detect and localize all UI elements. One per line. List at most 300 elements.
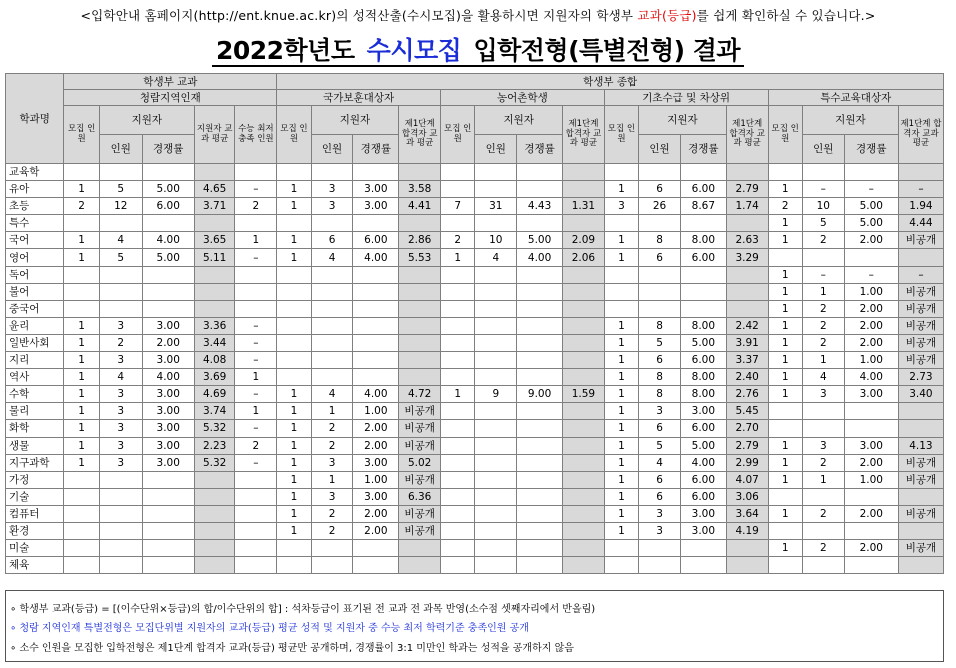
table-cell: [235, 557, 277, 574]
table-cell: [639, 266, 681, 283]
table-cell: 3.71: [194, 198, 235, 215]
table-cell: 1: [64, 420, 99, 437]
table-cell: [475, 403, 517, 420]
table-cell: [517, 437, 563, 454]
table-cell: [235, 505, 277, 522]
table-cell: [680, 300, 726, 317]
table-cell: [64, 300, 99, 317]
table-cell: [802, 249, 844, 266]
table-cell: 2.00: [844, 232, 898, 249]
dept-name: 일반사회: [6, 334, 64, 351]
table-cell: 1.00: [844, 352, 898, 369]
table-cell: 4.72: [399, 386, 441, 403]
table-cell: [680, 266, 726, 283]
table-cell: 6: [639, 488, 681, 505]
table-cell: 4.69: [194, 386, 235, 403]
table-cell: 1.00: [353, 403, 399, 420]
header-avg: 지원자 교과 평균: [194, 106, 235, 164]
table-cell: [311, 352, 353, 369]
table-cell: 12: [99, 198, 142, 215]
header-inwon: 인원: [639, 135, 681, 164]
header-mojip: 모집 인원: [768, 106, 802, 164]
table-cell: [517, 283, 563, 300]
table-cell: 6: [639, 181, 681, 198]
table-cell: 1: [604, 403, 638, 420]
table-cell: 6.00: [680, 181, 726, 198]
table-cell: 1: [802, 471, 844, 488]
table-cell: 8: [639, 386, 681, 403]
table-cell: [399, 266, 441, 283]
table-cell: 5.53: [399, 249, 441, 266]
header-jiwonja: 지원자: [802, 106, 898, 135]
notes-box: [5, 590, 944, 662]
table-cell: 1: [768, 369, 802, 386]
table-cell: [142, 164, 194, 181]
table-cell: 1: [64, 334, 99, 351]
table-cell: 4: [639, 454, 681, 471]
table-cell: [64, 266, 99, 283]
table-cell: 1: [64, 317, 99, 334]
table-row: [6, 471, 944, 488]
table-cell: –: [235, 334, 277, 351]
table-cell: 2: [802, 505, 844, 522]
table-cell: [517, 369, 563, 386]
table-row: [6, 352, 944, 369]
table-cell: 1: [277, 420, 311, 437]
table-cell: 1: [768, 300, 802, 317]
table-cell: [639, 300, 681, 317]
table-cell: 2.86: [399, 232, 441, 249]
table-cell: 비공개: [399, 522, 441, 539]
table-cell: [517, 317, 563, 334]
table-cell: [194, 266, 235, 283]
dept-name: 화학: [6, 420, 64, 437]
table-cell: [441, 540, 475, 557]
table-cell: [64, 164, 99, 181]
table-cell: 1: [768, 283, 802, 300]
table-cell: 1: [768, 454, 802, 471]
table-cell: 6.00: [680, 249, 726, 266]
table-cell: [441, 266, 475, 283]
table-cell: 3: [99, 437, 142, 454]
table-cell: 5.00: [142, 249, 194, 266]
table-cell: 3.00: [353, 181, 399, 198]
table-cell: [277, 215, 311, 232]
table-cell: 2: [235, 437, 277, 454]
table-cell: [441, 454, 475, 471]
table-cell: 1: [768, 352, 802, 369]
table-cell: [64, 505, 99, 522]
table-cell: 2.00: [844, 540, 898, 557]
table-cell: 31: [475, 198, 517, 215]
table-cell: [235, 215, 277, 232]
table-cell: [898, 420, 943, 437]
table-cell: [475, 352, 517, 369]
table-cell: 1.74: [726, 198, 768, 215]
dept-name: 환경: [6, 522, 64, 539]
table-cell: –: [898, 181, 943, 198]
table-cell: 5: [639, 437, 681, 454]
table-cell: [194, 471, 235, 488]
table-cell: 1: [604, 181, 638, 198]
table-cell: [441, 300, 475, 317]
table-cell: 2.00: [353, 505, 399, 522]
table-cell: 3.65: [194, 232, 235, 249]
header-mojip: 모집 인원: [277, 106, 311, 164]
table-row: [6, 369, 944, 386]
table-cell: 5: [99, 181, 142, 198]
table-cell: 6.00: [680, 352, 726, 369]
table-cell: 4: [311, 249, 353, 266]
table-cell: 2.63: [726, 232, 768, 249]
table-cell: 4.00: [353, 249, 399, 266]
table-cell: 5.00: [844, 198, 898, 215]
table-cell: 3.00: [353, 198, 399, 215]
table-cell: [399, 557, 441, 574]
table-cell: 3: [311, 488, 353, 505]
table-cell: [768, 557, 802, 574]
table-cell: [399, 352, 441, 369]
note-3: ∘ 소수 인원을 모집한 입학전형은 제1단계 합격자 교과(등급) 평균만 공개하며, 경쟁률이 3:1 미만인 학과는 성적을 공개하지 않음: [10, 643, 574, 654]
table-cell: [563, 522, 605, 539]
header-jiwonja: 지원자: [475, 106, 563, 135]
dept-name: 중국어: [6, 300, 64, 317]
table-row: [6, 334, 944, 351]
table-cell: 9.00: [517, 386, 563, 403]
table-cell: 2.79: [726, 437, 768, 454]
table-cell: [517, 352, 563, 369]
dept-name: 지구과학: [6, 454, 64, 471]
table-cell: [99, 471, 142, 488]
table-cell: 2.00: [353, 437, 399, 454]
header-gyogwa: 학생부 교과: [64, 74, 277, 90]
table-cell: 5.32: [194, 420, 235, 437]
table-cell: [99, 557, 142, 574]
table-cell: 1: [768, 540, 802, 557]
table-cell: 비공개: [898, 454, 943, 471]
header-rate: 경쟁률: [142, 135, 194, 164]
table-cell: 1: [768, 505, 802, 522]
table-cell: [517, 505, 563, 522]
table-cell: [802, 488, 844, 505]
table-row: [6, 437, 944, 454]
top-note-text-end: 를 쉽게 확인하실 수 있습니다.>: [696, 8, 876, 23]
table-cell: 6.00: [142, 198, 194, 215]
table-cell: 3.00: [142, 352, 194, 369]
table-cell: 3.00: [844, 386, 898, 403]
table-cell: [235, 266, 277, 283]
table-cell: [726, 283, 768, 300]
table-cell: [563, 437, 605, 454]
table-cell: [898, 522, 943, 539]
table-cell: –: [235, 420, 277, 437]
table-cell: 1: [235, 232, 277, 249]
table-cell: 4: [475, 249, 517, 266]
table-cell: [311, 215, 353, 232]
table-cell: 8: [639, 232, 681, 249]
table-cell: 3: [99, 317, 142, 334]
table-cell: –: [235, 454, 277, 471]
table-cell: [235, 540, 277, 557]
table-cell: [277, 557, 311, 574]
table-cell: 1: [64, 454, 99, 471]
table-cell: 5.00: [142, 181, 194, 198]
table-cell: [768, 488, 802, 505]
table-cell: [194, 522, 235, 539]
table-cell: [475, 471, 517, 488]
table-cell: [194, 164, 235, 181]
table-cell: [475, 283, 517, 300]
table-cell: 1: [802, 352, 844, 369]
table-cell: 4.13: [898, 437, 943, 454]
table-cell: [844, 403, 898, 420]
top-note: [0, 6, 956, 24]
table-cell: 1.94: [898, 198, 943, 215]
table-cell: [441, 334, 475, 351]
table-cell: [768, 164, 802, 181]
table-cell: [277, 283, 311, 300]
table-row: [6, 386, 944, 403]
table-cell: 1: [277, 403, 311, 420]
page-title: [0, 31, 956, 67]
dept-name: 가정: [6, 471, 64, 488]
table-cell: 5.02: [399, 454, 441, 471]
header-stage1: 제1단계 합격자 교과 평균: [399, 106, 441, 164]
table-cell: [353, 540, 399, 557]
table-row: [6, 505, 944, 522]
table-cell: 1: [277, 249, 311, 266]
table-cell: 4.00: [844, 369, 898, 386]
table-cell: [99, 522, 142, 539]
table-cell: [563, 215, 605, 232]
table-cell: [726, 266, 768, 283]
table-cell: 2.09: [563, 232, 605, 249]
table-cell: 8: [639, 369, 681, 386]
table-cell: [563, 300, 605, 317]
table-cell: [399, 369, 441, 386]
table-cell: [475, 300, 517, 317]
table-cell: 2.00: [844, 334, 898, 351]
table-cell: 비공개: [399, 403, 441, 420]
dept-name: 컴퓨터: [6, 505, 64, 522]
table-cell: 8.00: [680, 369, 726, 386]
table-cell: [563, 403, 605, 420]
table-cell: 2.23: [194, 437, 235, 454]
table-cell: 6: [639, 420, 681, 437]
table-cell: 1: [64, 249, 99, 266]
table-cell: [802, 557, 844, 574]
table-cell: [563, 505, 605, 522]
table-cell: [353, 300, 399, 317]
table-cell: [64, 283, 99, 300]
dept-name: 영어: [6, 249, 64, 266]
table-cell: 1: [64, 369, 99, 386]
table-cell: [475, 369, 517, 386]
title-part-result: 입학전형(특별전형) 결과: [465, 36, 741, 65]
table-cell: [399, 215, 441, 232]
table-cell: 26: [639, 198, 681, 215]
dept-name: 체육: [6, 557, 64, 574]
header-jiwonja: 지원자: [99, 106, 194, 135]
dept-name: 독어: [6, 266, 64, 283]
table-cell: 비공개: [898, 300, 943, 317]
table-cell: 3.00: [142, 317, 194, 334]
table-cell: 6: [639, 471, 681, 488]
table-cell: 4.19: [726, 522, 768, 539]
table-cell: 3.69: [194, 369, 235, 386]
table-cell: 3: [802, 437, 844, 454]
table-row: [6, 232, 944, 249]
table-cell: 1: [277, 232, 311, 249]
table-cell: 1: [604, 386, 638, 403]
table-cell: 3.64: [726, 505, 768, 522]
table-cell: 3.00: [353, 454, 399, 471]
table-cell: [680, 540, 726, 557]
table-cell: [441, 369, 475, 386]
table-cell: 4.65: [194, 181, 235, 198]
table-cell: 5.00: [680, 437, 726, 454]
table-cell: 3.00: [142, 386, 194, 403]
note-2: ∘ 청람 지역인재 특별전형은 모집단위별 지원자의 교과(등급) 평균 성적 및 지원자 중 수능 최저 학력기준 충족인원 공개: [10, 623, 529, 634]
table-row: [6, 249, 944, 266]
table-cell: [441, 164, 475, 181]
table-cell: [802, 164, 844, 181]
table-cell: [441, 488, 475, 505]
dept-name: 생물: [6, 437, 64, 454]
table-cell: 3: [639, 403, 681, 420]
table-cell: 2.00: [844, 505, 898, 522]
table-cell: [898, 557, 943, 574]
table-cell: 2.79: [726, 181, 768, 198]
table-cell: 비공개: [898, 471, 943, 488]
table-cell: [441, 522, 475, 539]
table-cell: 2: [311, 505, 353, 522]
header-group-teuksu: 특수교육대상자: [768, 90, 944, 106]
table-cell: [475, 557, 517, 574]
table-cell: [235, 164, 277, 181]
table-cell: [311, 557, 353, 574]
table-cell: –: [844, 181, 898, 198]
table-cell: 4.44: [898, 215, 943, 232]
table-row: [6, 540, 944, 557]
table-cell: 1: [604, 437, 638, 454]
table-cell: 1: [277, 198, 311, 215]
table-cell: 1: [235, 369, 277, 386]
table-cell: [639, 283, 681, 300]
table-cell: [639, 557, 681, 574]
table-cell: [194, 557, 235, 574]
header-inwon: 인원: [311, 135, 353, 164]
table-cell: 1: [768, 266, 802, 283]
table-cell: [726, 215, 768, 232]
table-cell: [604, 283, 638, 300]
table-cell: 3.06: [726, 488, 768, 505]
table-cell: 4: [802, 369, 844, 386]
header-mojip: 모집 인원: [64, 106, 99, 164]
table-cell: 3.00: [142, 420, 194, 437]
table-cell: [142, 522, 194, 539]
table-cell: [844, 522, 898, 539]
table-cell: 10: [802, 198, 844, 215]
table-cell: 2: [235, 198, 277, 215]
table-cell: [99, 215, 142, 232]
table-cell: 1: [64, 232, 99, 249]
dept-name: 교육학: [6, 164, 64, 181]
table-cell: 2: [802, 300, 844, 317]
table-cell: [353, 369, 399, 386]
table-cell: 4.00: [680, 454, 726, 471]
header-rate: 경쟁률: [844, 135, 898, 164]
table-cell: 1: [768, 181, 802, 198]
table-cell: [726, 164, 768, 181]
table-cell: [475, 317, 517, 334]
table-cell: [277, 352, 311, 369]
table-cell: 1: [604, 334, 638, 351]
table-cell: 1: [64, 437, 99, 454]
table-cell: [517, 488, 563, 505]
table-cell: [194, 300, 235, 317]
table-cell: 1: [277, 386, 311, 403]
table-cell: 4.07: [726, 471, 768, 488]
table-cell: [475, 181, 517, 198]
table-cell: 4.08: [194, 352, 235, 369]
table-cell: [475, 522, 517, 539]
table-cell: 3: [99, 420, 142, 437]
table-cell: [64, 540, 99, 557]
table-cell: 3.40: [898, 386, 943, 403]
table-cell: 1: [64, 386, 99, 403]
table-cell: [768, 403, 802, 420]
table-cell: 2.00: [844, 300, 898, 317]
table-cell: [142, 266, 194, 283]
table-cell: 2.42: [726, 317, 768, 334]
table-cell: [844, 164, 898, 181]
table-cell: [277, 266, 311, 283]
table-cell: [639, 164, 681, 181]
table-cell: –: [235, 352, 277, 369]
table-cell: [235, 283, 277, 300]
table-cell: 3: [99, 454, 142, 471]
table-cell: 2.76: [726, 386, 768, 403]
table-cell: 비공개: [898, 334, 943, 351]
table-cell: [475, 164, 517, 181]
table-cell: [680, 283, 726, 300]
table-cell: [277, 300, 311, 317]
table-cell: 2.00: [844, 454, 898, 471]
table-cell: 1: [277, 471, 311, 488]
table-cell: [64, 522, 99, 539]
table-cell: 1.59: [563, 386, 605, 403]
table-cell: –: [844, 266, 898, 283]
table-cell: 3: [604, 198, 638, 215]
table-cell: 1: [604, 317, 638, 334]
table-cell: [277, 334, 311, 351]
table-cell: 5.11: [194, 249, 235, 266]
dept-name: 역사: [6, 369, 64, 386]
table-row: [6, 283, 944, 300]
table-cell: [142, 557, 194, 574]
table-cell: [517, 522, 563, 539]
table-cell: 1: [64, 181, 99, 198]
table-cell: 5.32: [194, 454, 235, 471]
table-cell: [898, 164, 943, 181]
table-cell: [311, 317, 353, 334]
table-row: [6, 420, 944, 437]
table-cell: 3.00: [680, 505, 726, 522]
table-cell: 비공개: [898, 283, 943, 300]
header-group-nongeochon: 농어촌학생: [441, 90, 605, 106]
header-suneung: 수능 최저 충족 인원: [235, 106, 277, 164]
